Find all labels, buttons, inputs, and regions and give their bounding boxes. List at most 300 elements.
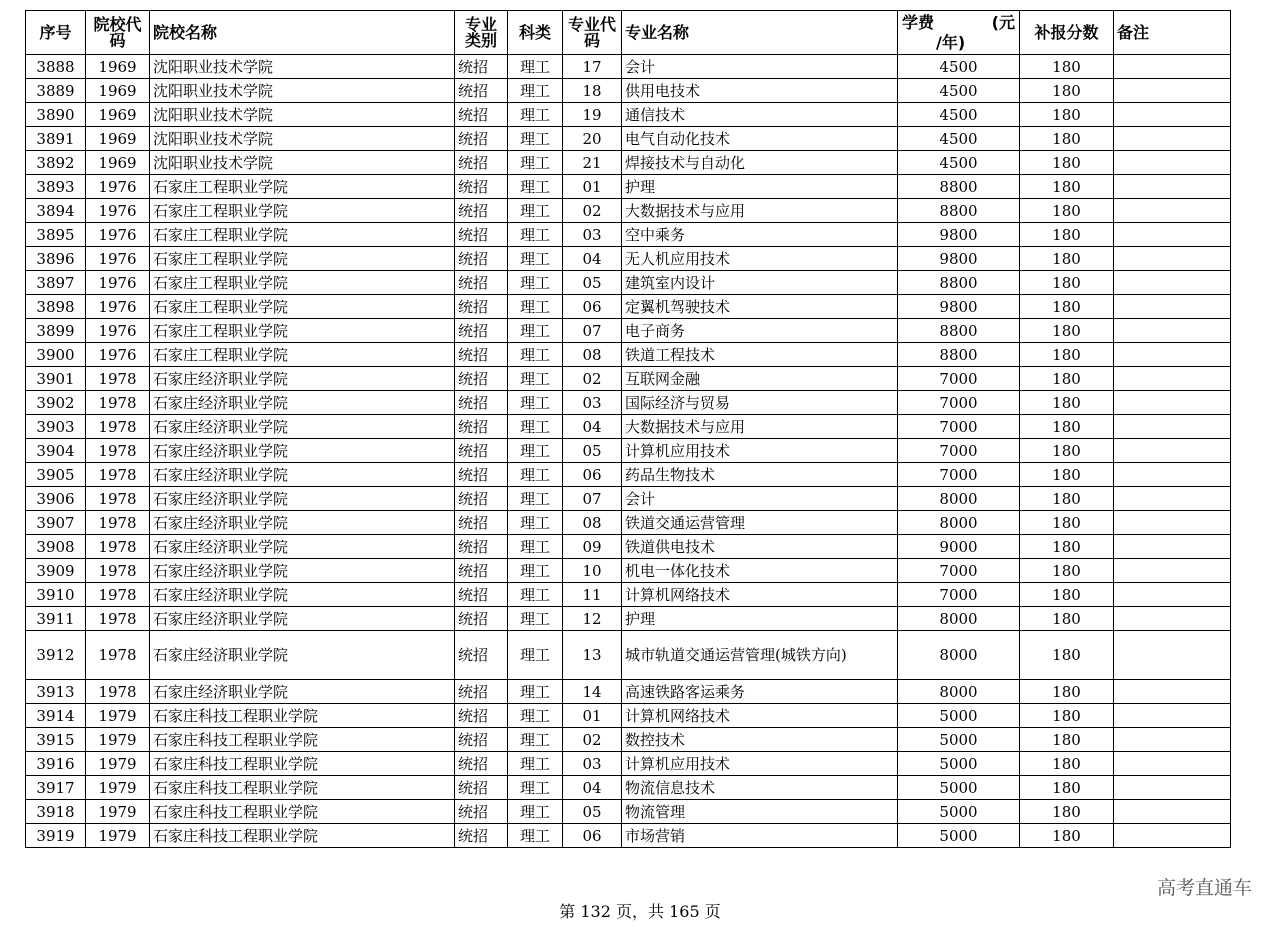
cell-tuition: 9800 [898,247,1020,271]
cell-major-code: 03 [563,223,622,247]
cell-major-code: 04 [563,247,622,271]
cell-score: 180 [1020,367,1114,391]
watermark: 高考直通车 [1156,877,1252,899]
table-row [26,247,1231,271]
header-row [26,11,1231,55]
table-row [26,752,1231,776]
cell-major-name: 市场营销 [622,824,898,848]
cell-major-name: 计算机应用技术 [622,752,898,776]
cell-major-type: 统招 [455,367,508,391]
header-major-code: 专业代码 [563,11,622,55]
table-row [26,79,1231,103]
table-row [26,151,1231,175]
cell-school-code: 1978 [86,631,150,680]
cell-school-name: 沈阳职业技术学院 [150,55,455,79]
table-row [26,728,1231,752]
cell-note [1114,247,1231,271]
table-row [26,680,1231,704]
cell-major-type: 统招 [455,752,508,776]
cell-major-name: 计算机网络技术 [622,583,898,607]
cell-tuition: 5000 [898,824,1020,848]
cell-school-code: 1978 [86,367,150,391]
table-row [26,583,1231,607]
cell-score: 180 [1020,55,1114,79]
cell-note [1114,415,1231,439]
cell-school-code: 1976 [86,343,150,367]
table-row [26,175,1231,199]
cell-school-code: 1978 [86,463,150,487]
cell-score: 180 [1020,223,1114,247]
cell-school-name: 石家庄工程职业学院 [150,343,455,367]
cell-score: 180 [1020,439,1114,463]
cell-subject: 理工 [508,752,563,776]
cell-tuition: 8800 [898,199,1020,223]
cell-tuition: 4500 [898,151,1020,175]
cell-major-code: 04 [563,776,622,800]
cell-seq: 3897 [26,271,86,295]
cell-seq: 3911 [26,607,86,631]
cell-note [1114,391,1231,415]
table-row [26,319,1231,343]
cell-major-type: 统招 [455,127,508,151]
cell-score: 180 [1020,535,1114,559]
cell-tuition: 8800 [898,271,1020,295]
cell-score: 180 [1020,583,1114,607]
cell-seq: 3917 [26,776,86,800]
cell-major-name: 物流信息技术 [622,776,898,800]
cell-major-type: 统招 [455,511,508,535]
cell-seq: 3899 [26,319,86,343]
header-seq: 序号 [26,11,86,55]
cell-note [1114,559,1231,583]
cell-major-type: 统招 [455,800,508,824]
cell-subject: 理工 [508,704,563,728]
cell-tuition: 8800 [898,319,1020,343]
cell-school-code: 1969 [86,103,150,127]
header-major-name: 专业名称 [622,11,898,55]
cell-school-code: 1976 [86,247,150,271]
cell-score: 180 [1020,776,1114,800]
header-tuition-unit-a: (元 [991,13,1015,32]
cell-subject: 理工 [508,583,563,607]
cell-subject: 理工 [508,319,563,343]
cell-note [1114,151,1231,175]
cell-subject: 理工 [508,511,563,535]
cell-seq: 3895 [26,223,86,247]
cell-note [1114,800,1231,824]
cell-major-type: 统招 [455,680,508,704]
cell-school-name: 石家庄经济职业学院 [150,463,455,487]
cell-score: 180 [1020,391,1114,415]
table-row [26,223,1231,247]
cell-major-name: 机电一体化技术 [622,559,898,583]
cell-tuition: 9800 [898,223,1020,247]
cell-school-name: 石家庄经济职业学院 [150,535,455,559]
cell-seq: 3891 [26,127,86,151]
cell-major-code: 07 [563,319,622,343]
cell-seq: 3902 [26,391,86,415]
cell-school-name: 石家庄经济职业学院 [150,391,455,415]
cell-school-name: 石家庄经济职业学院 [150,559,455,583]
cell-major-name: 护理 [622,175,898,199]
cell-seq: 3903 [26,415,86,439]
table-row [26,776,1231,800]
cell-seq: 3888 [26,55,86,79]
cell-major-code: 01 [563,175,622,199]
cell-school-code: 1979 [86,704,150,728]
cell-major-type: 统招 [455,199,508,223]
cell-score: 180 [1020,175,1114,199]
cell-major-type: 统招 [455,487,508,511]
cell-note [1114,223,1231,247]
cell-major-code: 18 [563,79,622,103]
cell-note [1114,175,1231,199]
cell-school-name: 石家庄工程职业学院 [150,295,455,319]
cell-subject: 理工 [508,607,563,631]
cell-major-type: 统招 [455,415,508,439]
cell-score: 180 [1020,151,1114,175]
table-row [26,55,1231,79]
cell-major-code: 10 [563,559,622,583]
cell-subject: 理工 [508,271,563,295]
cell-tuition: 8000 [898,511,1020,535]
cell-tuition: 8800 [898,343,1020,367]
cell-score: 180 [1020,295,1114,319]
cell-school-code: 1979 [86,800,150,824]
cell-major-name: 大数据技术与应用 [622,415,898,439]
cell-major-type: 统招 [455,463,508,487]
cell-major-code: 05 [563,439,622,463]
cell-school-code: 1979 [86,728,150,752]
cell-score: 180 [1020,680,1114,704]
cell-school-name: 石家庄科技工程职业学院 [150,776,455,800]
cell-score: 180 [1020,343,1114,367]
cell-school-name: 石家庄经济职业学院 [150,415,455,439]
cell-major-type: 统招 [455,583,508,607]
cell-school-name: 石家庄工程职业学院 [150,271,455,295]
cell-seq: 3909 [26,559,86,583]
cell-subject: 理工 [508,487,563,511]
cell-major-name: 数控技术 [622,728,898,752]
cell-school-code: 1976 [86,271,150,295]
cell-seq: 3904 [26,439,86,463]
cell-major-code: 11 [563,583,622,607]
cell-tuition: 5000 [898,704,1020,728]
cell-major-name: 空中乘务 [622,223,898,247]
header-major-type: 专业类别 [455,11,508,55]
cell-note [1114,271,1231,295]
cell-note [1114,824,1231,848]
cell-school-code: 1979 [86,776,150,800]
cell-score: 180 [1020,103,1114,127]
cell-note [1114,439,1231,463]
cell-note [1114,367,1231,391]
cell-subject: 理工 [508,391,563,415]
table-row [26,631,1231,680]
cell-school-name: 石家庄科技工程职业学院 [150,752,455,776]
cell-school-name: 石家庄科技工程职业学院 [150,704,455,728]
cell-seq: 3910 [26,583,86,607]
cell-major-code: 19 [563,103,622,127]
cell-major-code: 03 [563,391,622,415]
cell-subject: 理工 [508,199,563,223]
cell-major-type: 统招 [455,607,508,631]
cell-subject: 理工 [508,463,563,487]
cell-tuition: 7000 [898,391,1020,415]
cell-school-code: 1978 [86,583,150,607]
cell-major-code: 04 [563,415,622,439]
cell-major-name: 定翼机驾驶技术 [622,295,898,319]
cell-major-name: 高速铁路客运乘务 [622,680,898,704]
cell-tuition: 8000 [898,487,1020,511]
cell-subject: 理工 [508,631,563,680]
table-row [26,295,1231,319]
cell-note [1114,728,1231,752]
table-row [26,463,1231,487]
cell-seq: 3901 [26,367,86,391]
cell-subject: 理工 [508,559,563,583]
table-row [26,704,1231,728]
cell-note [1114,127,1231,151]
cell-school-code: 1979 [86,752,150,776]
cell-major-code: 02 [563,199,622,223]
cell-major-name: 铁道供电技术 [622,535,898,559]
cell-seq: 3890 [26,103,86,127]
cell-school-name: 石家庄经济职业学院 [150,367,455,391]
cell-score: 180 [1020,79,1114,103]
cell-score: 180 [1020,199,1114,223]
cell-major-name: 供用电技术 [622,79,898,103]
cell-tuition: 9000 [898,535,1020,559]
table-row [26,535,1231,559]
cell-note [1114,487,1231,511]
cell-note [1114,463,1231,487]
cell-school-name: 沈阳职业技术学院 [150,151,455,175]
cell-tuition: 5000 [898,752,1020,776]
cell-school-name: 石家庄工程职业学院 [150,247,455,271]
cell-school-name: 沈阳职业技术学院 [150,103,455,127]
table-row [26,199,1231,223]
cell-tuition: 4500 [898,127,1020,151]
cell-major-code: 13 [563,631,622,680]
table-row [26,103,1231,127]
table-row [26,607,1231,631]
cell-seq: 3914 [26,704,86,728]
table-row [26,391,1231,415]
cell-seq: 3915 [26,728,86,752]
cell-major-code: 08 [563,343,622,367]
cell-major-name: 建筑室内设计 [622,271,898,295]
cell-tuition: 8800 [898,175,1020,199]
cell-major-name: 药品生物技术 [622,463,898,487]
table-body [26,55,1231,848]
cell-subject: 理工 [508,127,563,151]
cell-subject: 理工 [508,439,563,463]
table-row [26,559,1231,583]
cell-major-code: 14 [563,680,622,704]
cell-subject: 理工 [508,343,563,367]
cell-seq: 3892 [26,151,86,175]
cell-major-type: 统招 [455,728,508,752]
cell-note [1114,752,1231,776]
cell-major-type: 统招 [455,391,508,415]
cell-note [1114,680,1231,704]
header-note: 备注 [1114,11,1231,55]
cell-major-code: 02 [563,367,622,391]
cell-school-code: 1976 [86,199,150,223]
cell-major-type: 统招 [455,223,508,247]
cell-major-type: 统招 [455,79,508,103]
cell-major-type: 统招 [455,103,508,127]
cell-school-name: 石家庄科技工程职业学院 [150,728,455,752]
cell-school-code: 1978 [86,535,150,559]
table-row [26,439,1231,463]
cell-note [1114,631,1231,680]
cell-subject: 理工 [508,103,563,127]
cell-subject: 理工 [508,824,563,848]
cell-seq: 3905 [26,463,86,487]
cell-subject: 理工 [508,247,563,271]
cell-note [1114,343,1231,367]
cell-seq: 3907 [26,511,86,535]
cell-score: 180 [1020,607,1114,631]
table-row [26,127,1231,151]
cell-tuition: 5000 [898,776,1020,800]
cell-major-type: 统招 [455,776,508,800]
cell-school-name: 沈阳职业技术学院 [150,79,455,103]
cell-score: 180 [1020,247,1114,271]
cell-school-code: 1978 [86,391,150,415]
cell-seq: 3913 [26,680,86,704]
table-row [26,800,1231,824]
cell-major-name: 护理 [622,607,898,631]
cell-major-name: 计算机网络技术 [622,704,898,728]
cell-major-code: 02 [563,728,622,752]
cell-subject: 理工 [508,800,563,824]
cell-score: 180 [1020,511,1114,535]
cell-major-code: 05 [563,271,622,295]
cell-school-code: 1978 [86,511,150,535]
cell-school-code: 1976 [86,175,150,199]
cell-major-name: 物流管理 [622,800,898,824]
cell-seq: 3912 [26,631,86,680]
cell-major-code: 06 [563,824,622,848]
cell-school-code: 1978 [86,487,150,511]
cell-major-code: 03 [563,752,622,776]
cell-tuition: 7000 [898,415,1020,439]
cell-major-name: 无人机应用技术 [622,247,898,271]
cell-major-type: 统招 [455,704,508,728]
cell-tuition: 8000 [898,607,1020,631]
admission-table [25,10,1231,848]
cell-note [1114,607,1231,631]
cell-seq: 3918 [26,800,86,824]
cell-score: 180 [1020,631,1114,680]
cell-major-type: 统招 [455,439,508,463]
cell-school-name: 石家庄工程职业学院 [150,223,455,247]
header-tuition [898,11,1020,55]
table-row [26,367,1231,391]
cell-seq: 3900 [26,343,86,367]
cell-tuition: 7000 [898,463,1020,487]
cell-school-code: 1978 [86,415,150,439]
cell-score: 180 [1020,752,1114,776]
table-row [26,487,1231,511]
cell-major-name: 铁道交通运营管理 [622,511,898,535]
cell-school-name: 石家庄工程职业学院 [150,199,455,223]
cell-note [1114,103,1231,127]
cell-major-code: 05 [563,800,622,824]
cell-tuition: 4500 [898,103,1020,127]
cell-tuition: 4500 [898,79,1020,103]
cell-seq: 3916 [26,752,86,776]
cell-major-type: 统招 [455,55,508,79]
cell-major-type: 统招 [455,535,508,559]
cell-seq: 3893 [26,175,86,199]
table-row [26,415,1231,439]
cell-major-code: 09 [563,535,622,559]
header-subject: 科类 [508,11,563,55]
cell-major-type: 统招 [455,175,508,199]
cell-school-name: 石家庄科技工程职业学院 [150,824,455,848]
cell-major-code: 21 [563,151,622,175]
cell-tuition: 7000 [898,367,1020,391]
cell-tuition: 7000 [898,559,1020,583]
cell-seq: 3898 [26,295,86,319]
cell-tuition: 8000 [898,631,1020,680]
cell-seq: 3908 [26,535,86,559]
cell-subject: 理工 [508,175,563,199]
cell-tuition: 8000 [898,680,1020,704]
cell-seq: 3889 [26,79,86,103]
cell-note [1114,511,1231,535]
cell-school-name: 石家庄经济职业学院 [150,607,455,631]
cell-score: 180 [1020,127,1114,151]
table-row [26,343,1231,367]
table-row [26,824,1231,848]
cell-major-type: 统招 [455,631,508,680]
cell-subject: 理工 [508,367,563,391]
cell-major-code: 20 [563,127,622,151]
cell-score: 180 [1020,728,1114,752]
cell-school-name: 石家庄经济职业学院 [150,511,455,535]
cell-major-type: 统招 [455,824,508,848]
cell-major-code: 08 [563,511,622,535]
cell-major-name: 电子商务 [622,319,898,343]
header-tuition-label: 学费 [902,13,935,32]
cell-score: 180 [1020,415,1114,439]
cell-note [1114,776,1231,800]
cell-major-code: 06 [563,463,622,487]
header-school-code: 院校代码 [86,11,150,55]
cell-tuition: 7000 [898,583,1020,607]
cell-school-name: 石家庄工程职业学院 [150,175,455,199]
cell-major-type: 统招 [455,247,508,271]
cell-note [1114,319,1231,343]
cell-school-code: 1969 [86,79,150,103]
cell-note [1114,79,1231,103]
cell-major-code: 01 [563,704,622,728]
cell-subject: 理工 [508,79,563,103]
cell-school-code: 1978 [86,607,150,631]
cell-seq: 3894 [26,199,86,223]
cell-school-code: 1976 [86,223,150,247]
cell-major-name: 国际经济与贸易 [622,391,898,415]
cell-note [1114,535,1231,559]
cell-tuition: 7000 [898,439,1020,463]
cell-major-name: 电气自动化技术 [622,127,898,151]
cell-school-code: 1978 [86,680,150,704]
